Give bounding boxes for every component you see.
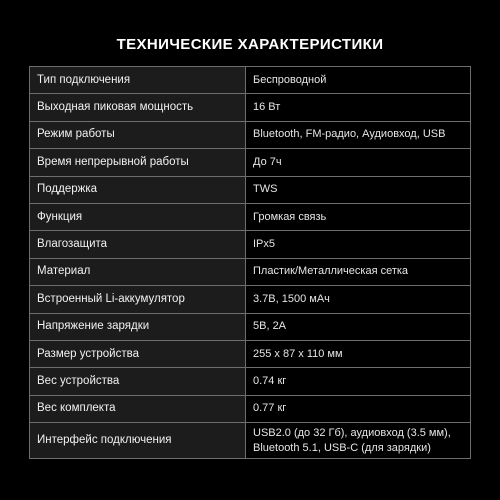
- spec-label: Напряжение зарядки: [30, 313, 246, 340]
- spec-label: Тип подключения: [30, 67, 246, 94]
- table-row: [30, 368, 471, 395]
- spec-value: 0.74 кг: [246, 368, 471, 395]
- spec-value: Bluetooth, FM-радио, Аудиовход, USB: [246, 121, 471, 148]
- spec-value: 5В, 2А: [246, 313, 471, 340]
- table-row: [30, 203, 471, 230]
- spec-value-line: Bluetooth 5.1, USB-C (для зарядки): [253, 442, 431, 455]
- table-row: [30, 149, 471, 176]
- table-row: [30, 340, 471, 367]
- table-row: [30, 231, 471, 258]
- spec-label: Функция: [30, 203, 246, 230]
- spec-value: 255 x 87 x 110 мм: [246, 340, 471, 367]
- spec-value: IPx5: [246, 231, 471, 258]
- table-row: [30, 423, 471, 459]
- spec-label: Вес устройства: [30, 368, 246, 395]
- spec-label: Размер устройства: [30, 340, 246, 367]
- page-title: ТЕХНИЧЕСКИЕ ХАРАКТЕРИСТИКИ: [116, 36, 384, 53]
- table-row: [30, 94, 471, 121]
- table-row: [30, 176, 471, 203]
- spec-label: Интерфейс подключения: [30, 423, 246, 459]
- spec-label: Режим работы: [30, 121, 246, 148]
- spec-value: [246, 423, 471, 459]
- spec-label: Поддержка: [30, 176, 246, 203]
- spec-value: TWS: [246, 176, 471, 203]
- spec-label: Влагозащита: [30, 231, 246, 258]
- spec-label: Встроенный Li-аккумулятор: [30, 286, 246, 313]
- specs-table: [29, 66, 471, 459]
- table-row: [30, 121, 471, 148]
- spec-label: Вес комплекта: [30, 395, 246, 422]
- spec-label: Выходная пиковая мощность: [30, 94, 246, 121]
- table-row: [30, 395, 471, 422]
- table-row: [30, 286, 471, 313]
- spec-label: Время непрерывной работы: [30, 149, 246, 176]
- spec-value: Громкая связь: [246, 203, 471, 230]
- table-row: [30, 67, 471, 94]
- spec-label: Материал: [30, 258, 246, 285]
- table-row: [30, 258, 471, 285]
- table-row: [30, 313, 471, 340]
- spec-value: До 7ч: [246, 149, 471, 176]
- spec-value: Пластик/Металлическая сетка: [246, 258, 471, 285]
- spec-value-line: USB2.0 (до 32 Гб), аудиовход (3.5 мм),: [253, 427, 451, 440]
- spec-value: 3.7В, 1500 мАч: [246, 286, 471, 313]
- spec-value: 0.77 кг: [246, 395, 471, 422]
- spec-value: Беспроводной: [246, 67, 471, 94]
- spec-value: 16 Вт: [246, 94, 471, 121]
